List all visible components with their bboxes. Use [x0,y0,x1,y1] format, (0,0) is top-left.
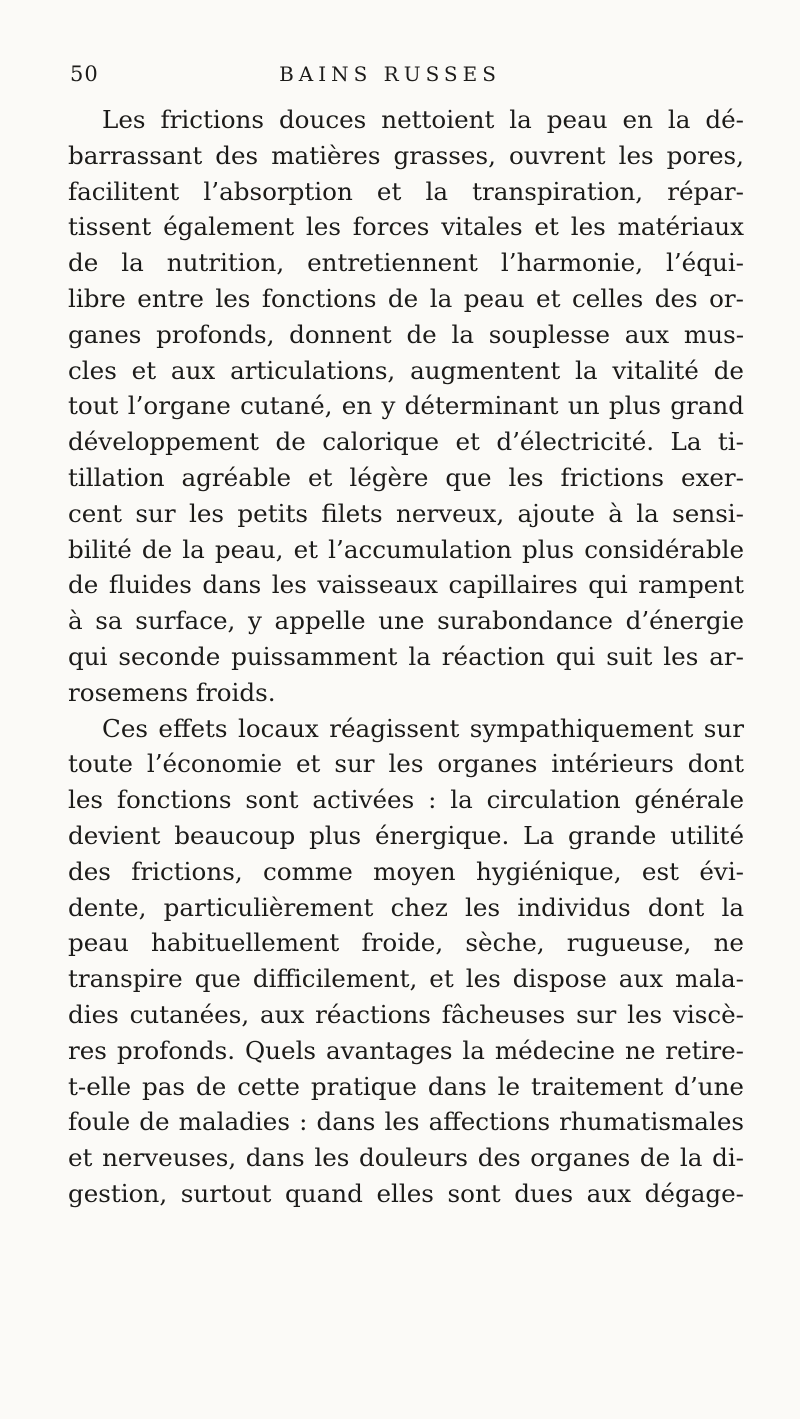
text-line: de fluides dans les vaisseaux capillaires qui rampent [68,570,744,600]
text-line: de la nutrition, entretiennent l’harmonie, l’équi- [68,248,744,278]
text-line: développement de calorique et d’électricité. La ti- [68,427,744,457]
text-line: gestion, surtout quand elles sont dues aux dégage- [68,1178,744,1208]
text-line: cent sur les petits filets nerveux, ajoute à la sensi- [68,498,744,528]
text-line: transpire que difficilement, et les dispose aux mala- [68,964,744,994]
text-line: et nerveuses, dans les douleurs des organes de la di- [68,1143,744,1173]
text-line: tillation agréable et légère que les frictions exer- [68,462,744,492]
text-line: dente, particulièrement chez les individus dont la [68,892,744,922]
text-line: foule de maladies : dans les affections rhumatismales [68,1107,744,1137]
paragraph [68,711,744,1212]
text-line: libre entre les fonctions de la peau et celles des or- [68,283,744,313]
running-header [70,62,710,92]
paragraph [68,102,744,711]
text-line: qui seconde puissamment la réaction qui suit les ar- [68,641,744,671]
body-text [68,102,744,1212]
text-line: les fonctions sont activées : la circulation générale [68,785,744,815]
text-line: bilité de la peau, et l’accumulation plus considérable [68,534,744,564]
running-title: BAINS RUSSES [279,62,501,86]
text-line: cles et aux articulations, augmentent la vitalité de [68,355,744,385]
text-line: devient beaucoup plus énergique. La grande utilité [68,820,744,850]
text-line: Les frictions douces nettoient la peau en la dé- [102,105,744,134]
text-line: t-elle pas de cette pratique dans le traitement d’une [68,1071,744,1101]
text-line: toute l’économie et sur les organes intérieurs dont [68,749,744,779]
text-line: barrassant des matières grasses, ouvrent les pores, [68,140,744,170]
text-line: dies cutanées, aux réactions fâcheuses sur les viscè- [68,999,744,1029]
text-line: Ces effets locaux réagissent sympathiquement sur [102,713,744,743]
text-line: peau habituellement froide, sèche, rugueuse, ne [68,928,744,958]
text-line: rosemens froids. [68,677,276,707]
text-line: des frictions, comme moyen hygiénique, est évi- [68,856,744,886]
text-line: à sa surface, y appelle une surabondance d’énergie [68,606,744,636]
text-line: tissent également les forces vitales et les matériaux [68,212,744,242]
page-number: 50 [70,62,99,86]
text-line: res profonds. Quels avantages la médecine ne retire- [68,1035,744,1065]
text-line: ganes profonds, donnent de la souplesse aux mus- [68,319,744,349]
text-line: facilitent l’absorption et la transpiration, répar- [68,176,744,206]
text-line: tout l’organe cutané, en y déterminant un plus grand [68,391,744,421]
